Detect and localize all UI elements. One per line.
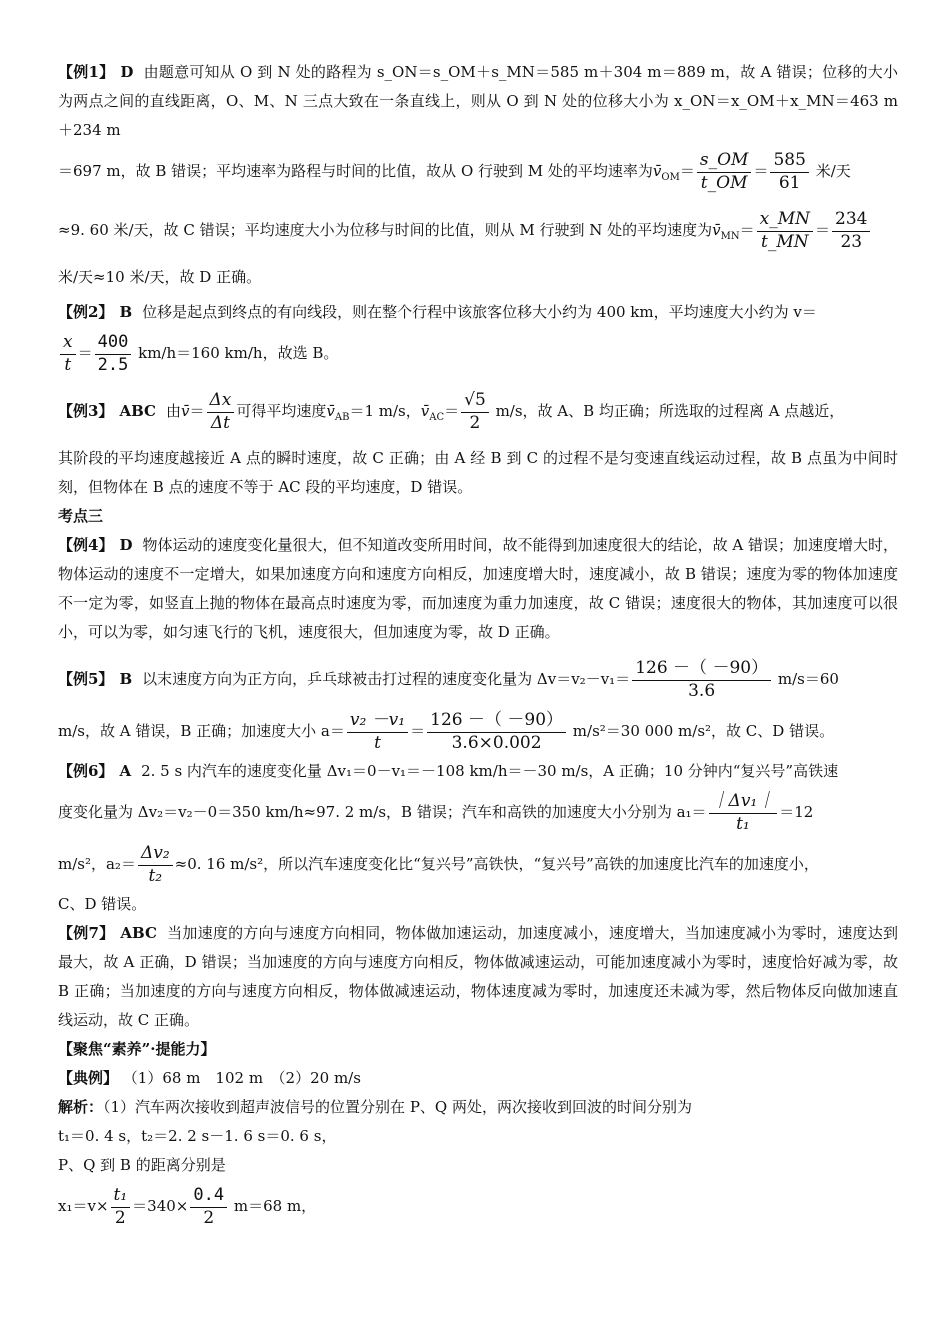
denominator: t₂ xyxy=(148,865,163,886)
text: 米/天 xyxy=(815,162,851,180)
typical-example xyxy=(58,1064,898,1093)
numerator: x xyxy=(63,331,73,352)
denominator: 2 xyxy=(469,412,481,433)
example-2-line2: $\frac{x}{t}$ ＝ $\frac{400}{2.5}$ km/h＝160 km/h，故选 B。 xyxy=(58,327,898,379)
denominator: 3.6×0.002 xyxy=(451,732,542,753)
fraction xyxy=(427,711,566,753)
fraction xyxy=(347,711,408,753)
denominator: t_MN xyxy=(761,231,809,252)
analysis-line1 xyxy=(58,1093,898,1122)
text: ≈0. 16 m/s²，所以汽车速度变化比“复兴号”高铁快，“复兴号”高铁的加速度比汽车的加速度小， xyxy=(174,855,819,873)
text: ＝340× xyxy=(132,1197,189,1215)
numerator: √5 xyxy=(461,391,489,413)
example-5-line2: m/s，故 A 错误，B 正确；加速度大小 a＝ $\frac{\text{v₂ －v₁}}{t}$ ＝ $\frac{126 -( -90)}{3.6\times 0.002}$ m/s²＝30 000 m/s²，故 C、D 错误。 xyxy=(58,709,835,753)
denominator: t xyxy=(374,732,381,753)
denominator: 2 xyxy=(203,1207,215,1228)
numerator: Δx xyxy=(209,389,232,410)
fraction xyxy=(60,333,76,375)
numerator: x_MN xyxy=(759,208,811,229)
denominator: t_OM xyxy=(700,172,748,193)
answer: （1）68 m 102 m （2）20 m/s xyxy=(122,1069,361,1087)
example-4 xyxy=(58,531,898,647)
focus-heading: 【聚焦“素养”·提能力】 xyxy=(58,1040,216,1058)
denominator: 2.5 xyxy=(97,354,129,375)
numerator: s_OM xyxy=(699,149,749,170)
fraction xyxy=(770,151,808,193)
analysis-line4 xyxy=(58,1180,898,1232)
denominator: t₁ xyxy=(736,813,750,834)
numerator: 126 －（ －90） xyxy=(427,711,566,733)
text: x₁＝v× xyxy=(58,1197,109,1215)
text: km/h＝160 km/h，故选 B。 xyxy=(138,344,339,362)
text: m/s，故 A、B 均正确；所选取的过程离 A 点越近， xyxy=(495,402,845,420)
text: t₁＝0. 4 s，t₂＝2. 2 s－1. 6 s＝0. 6 s， xyxy=(58,1127,337,1145)
fraction xyxy=(632,659,771,701)
text: ＝12 xyxy=(779,803,814,821)
example-1-line4 xyxy=(58,263,898,292)
denominator: 61 xyxy=(778,172,801,193)
example-1 xyxy=(58,58,898,145)
numerator: 126 －（ －90） xyxy=(632,659,771,681)
numerator: 400 xyxy=(95,333,132,355)
example-1-line2: ＝697 m，故 B 错误；平均速率为路程与时间的比值，故从 O 行驶到 M 处的平均速率为$v̄_{OM}=$ $\frac{s\_OM}{t\_OM}$ ＝ $\frac{585}{61}$ 米/天 xyxy=(58,149,851,193)
denominator: 23 xyxy=(840,231,863,252)
example-tag: 【例6】 xyxy=(58,762,114,780)
text: 由题意可知从 O 到 N 处的路程为 s_ON＝s_OM＋s_MN＝585 m＋304 m＝889 m，故 A 错误；位移的大小为两点之间的直线距离，O、M、N 三点大致在一条直线上，则从 O 到 N 处的位移大小为 x_ON＝x_OM＋x_MN＝463 m＋234 m xyxy=(58,63,898,139)
text: 2. 5 s 内汽车的速度变化量 Δv₁＝0－v₁＝－108 km/h＝－30 m/s，A 正确；10 分钟内“复兴号”高铁速 xyxy=(141,762,839,780)
section-heading: 考点三 xyxy=(58,507,104,525)
answer: B xyxy=(119,303,133,321)
fraction xyxy=(757,210,813,252)
fraction xyxy=(697,151,752,193)
text: 其阶段的平均速度越接近 A 点的瞬时速度，故 C 正确；由 A 经 B 到 C 的过程不是匀变速直线运动过程，故 B 点虽为中间时刻，但物体在 B 点的速度不等于 AC 段的平均速度，D 错误。 xyxy=(58,449,898,496)
answer: ABC xyxy=(120,924,157,942)
text: 米/天≈10 米/天，故 D 正确。 xyxy=(58,268,262,286)
example-6-line3 xyxy=(58,838,898,890)
text: 由 xyxy=(165,402,181,420)
text: m/s＝60 xyxy=(777,670,839,688)
answer: A xyxy=(119,762,132,780)
text: 当加速度的方向与速度方向相同，物体做加速运动，加速度减小，速度增大，当加速度减小为零时，速度达到最大，故 A 正确，D 错误；当加速度的方向与速度方向相反，物体做减速运动，可能加速度减小为零时，速度恰好减为零，故 B 正确；当加速度的方向与速度方向相反，物体做减速运动，物体速度减为零时，加速度还未减为零，然后物体反向做加速直线运动，故 C 正确。 xyxy=(58,924,899,1029)
denominator: Δt xyxy=(210,412,230,433)
text: P、Q 到 B 的距离分别是 xyxy=(58,1156,226,1174)
text: 可得平均速度 xyxy=(236,402,327,420)
example-6-line4 xyxy=(58,890,898,919)
text: ＝697 m，故 B 错误；平均速率为路程与时间的比值，故从 O 行驶到 M 处的平均速率为 xyxy=(58,162,653,180)
example-tag: 【例3】 xyxy=(58,402,114,420)
denominator: 2 xyxy=(114,1207,126,1228)
example-tag: 【例4】 xyxy=(58,536,114,554)
example-7 xyxy=(58,919,898,1035)
text: 位移是起点到终点的有向线段，则在整个行程中该旅客位移大小约为 400 km，平均速度大小约为 v＝ xyxy=(142,303,817,321)
example-3-line2 xyxy=(58,444,898,502)
analysis-line2 xyxy=(58,1122,898,1151)
document-page xyxy=(58,58,898,1232)
example-tag: 【例5】 xyxy=(58,670,114,688)
numerator: 0.4 xyxy=(190,1186,227,1208)
answer: ABC xyxy=(119,402,156,420)
numerator: ｜Δv₁｜ xyxy=(711,790,775,811)
numerator: t₁ xyxy=(113,1184,128,1205)
example-tag: 【例2】 xyxy=(58,303,114,321)
answer: D xyxy=(119,536,133,554)
answer: B xyxy=(119,670,133,688)
fraction xyxy=(461,391,489,433)
fraction xyxy=(832,210,870,252)
text: 以末速度方向为正方向，乒乓球被击打过程的速度变化量为 Δv＝v₂－v₁＝ xyxy=(142,670,631,688)
example-tag: 【典例】 xyxy=(58,1069,119,1087)
example-tag: 【例1】 xyxy=(58,63,115,81)
example-2 xyxy=(58,298,898,327)
answer: D xyxy=(120,63,134,81)
text: m/s²＝30 000 m/s²，故 C、D 错误。 xyxy=(572,722,835,740)
text: C、D 错误。 xyxy=(58,895,147,913)
fraction xyxy=(207,391,235,433)
analysis-line3 xyxy=(58,1151,898,1180)
text: m/s，故 A 错误，B 正确；加速度大小 a＝ xyxy=(58,722,345,740)
fraction xyxy=(95,333,132,375)
fraction xyxy=(709,792,778,834)
example-tag: 【例7】 xyxy=(58,924,115,942)
text: m＝68 m， xyxy=(233,1197,317,1215)
example-6-line2 xyxy=(58,786,898,838)
text: m/s²，a₂＝ xyxy=(58,855,136,873)
fraction xyxy=(138,844,173,886)
text: 度变化量为 Δv₂＝v₂－0＝350 km/h≈97. 2 m/s，B 错误；汽车和高铁的加速度大小分别为 a₁＝ xyxy=(58,803,707,821)
numerator: v₂ －v₁ xyxy=(349,709,406,730)
numerator: 585 xyxy=(770,151,808,173)
denominator: 3.6 xyxy=(688,680,716,701)
numerator: 234 xyxy=(832,210,870,232)
example-1-line3: ≈9. 60 米/天，故 C 错误；平均速度大小为位移与时间的比值，则从 M 行驶到 N 处的平均速度为$v̄_{MN}=$ $\frac{x\_MN}{t\_MN}$ ＝ $\frac{234}{23}$ xyxy=(58,204,898,263)
analysis-tag: 解析： xyxy=(58,1098,104,1116)
denominator: t xyxy=(64,354,72,375)
example-6 xyxy=(58,757,898,786)
fraction xyxy=(190,1186,227,1228)
example-5 xyxy=(58,653,898,705)
text: （1）汽车两次接收到超声波信号的位置分别在 P、Q 两处，两次接收到回波的时间分别为 xyxy=(103,1098,692,1116)
fraction xyxy=(111,1186,131,1228)
text: ≈9. 60 米/天，故 C 错误；平均速度大小为位移与时间的比值，则从 M 行驶到 N 处的平均速度为 xyxy=(58,221,713,239)
example-3: 【例3】 ABC 由v̄＝ $\frac{\Delta x}{\Delta t}$ 可得平均速度$v̄_{AB}=1$ m/s，$v̄_{AC}=$ $\frac{√5}{2}$ m/s，故 A、B 均正确；所选取的过程离 A 点越近， xyxy=(58,389,845,433)
text: 物体运动的速度变化量很大，但不知道改变所用时间，故不能得到加速度很大的结论，故 A 错误；加速度增大时，物体运动的速度不一定增大，如果加速度方向和速度方向相反，加速度增大时，速度减小，故 B 错误；速度为零的物体加速度不一定为零，如竖直上抛的物体在最高点时速度为零，而加速度为重力加速度，故 C 错误；速度很大的物体，其加速度可以很小，可以为零，如匀速飞行的飞机，速度很大，但加速度为零，故 D 正确。 xyxy=(58,536,899,641)
numerator: Δv₂ xyxy=(140,842,170,863)
text: ＝1 m/s， xyxy=(349,402,421,420)
